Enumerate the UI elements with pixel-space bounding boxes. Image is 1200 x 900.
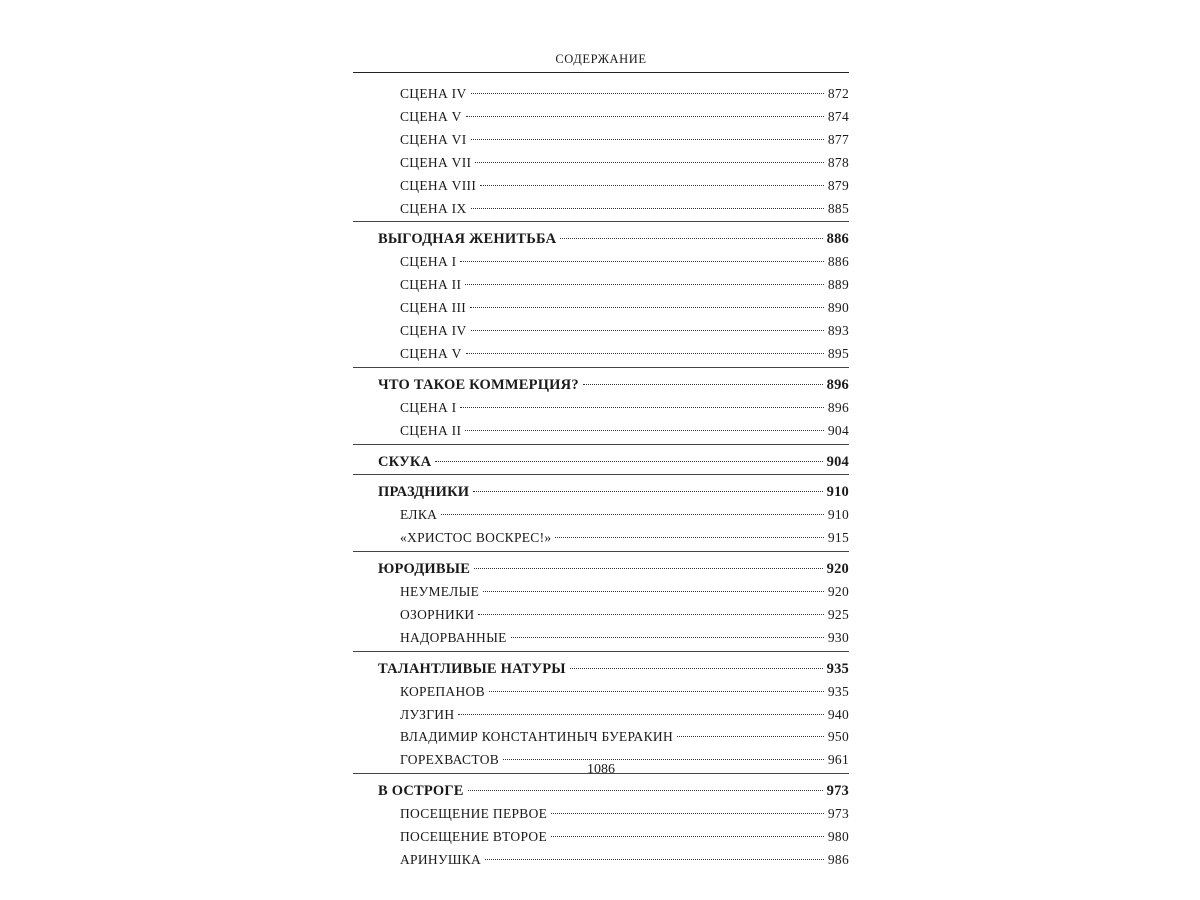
toc-subentry (400, 320, 849, 342)
toc-entry-title: СЦЕНА III (400, 300, 467, 316)
dot-leader (475, 162, 824, 163)
toc-entry-page: 896 (826, 376, 849, 393)
dot-leader (473, 491, 822, 492)
dot-leader (480, 185, 824, 186)
toc-subentry (400, 106, 849, 128)
dot-leader (677, 736, 824, 737)
toc-entry-title: ВЛАДИМИР КОНСТАНТИНЫЧ БУЕРАКИН (400, 729, 674, 745)
toc-entry-page: 886 (826, 231, 849, 248)
dot-leader (471, 208, 824, 209)
dot-leader (489, 691, 824, 692)
toc-entry-page: 973 (827, 806, 849, 822)
section-divider (353, 221, 849, 222)
dot-leader (474, 568, 823, 569)
toc-section-entry (378, 658, 849, 680)
toc-entry-page: 961 (827, 752, 849, 768)
dot-leader (551, 836, 824, 837)
dot-leader (483, 591, 824, 592)
dot-leader (471, 139, 824, 140)
toc-entry-title: ВЫГОДНАЯ ЖЕНИТЬБА (378, 231, 557, 248)
toc-subentry (400, 704, 849, 726)
dot-leader (470, 307, 824, 308)
toc-entry-title: ПРАЗДНИКИ (378, 484, 470, 501)
dot-leader (441, 514, 824, 515)
toc-subentry (400, 504, 849, 526)
toc-subentry (400, 397, 849, 419)
toc-section-entry (378, 780, 849, 802)
toc-entry-page: 877 (827, 131, 849, 147)
toc-entry-title: СЦЕНА VI (400, 131, 467, 147)
dot-leader (435, 461, 822, 462)
running-head: СОДЕРЖАНИЕ (555, 52, 647, 66)
toc-entry-title: ЧТО ТАКОЕ КОММЕРЦИЯ? (378, 376, 579, 393)
toc-entry-page: 893 (827, 323, 849, 338)
toc-entry-page: 890 (827, 300, 849, 316)
toc-section-entry (378, 481, 849, 503)
toc-entry-title: ПОСЕЩЕНИЕ ПЕРВОЕ (400, 806, 548, 822)
dot-leader (460, 407, 823, 408)
toc-entry-title: ЮРОДИВЫЕ (378, 561, 471, 578)
toc-subentry (400, 604, 849, 626)
section-divider (353, 551, 849, 552)
section-divider (353, 367, 849, 368)
toc-entry-page: 935 (826, 660, 849, 677)
toc-subentry (400, 527, 849, 549)
toc-subentry (400, 274, 849, 296)
dot-leader (465, 284, 824, 285)
toc-subentry (400, 175, 849, 197)
page-number: 1086 (587, 762, 615, 777)
toc-entry-page: 986 (827, 851, 849, 867)
header-rule (353, 72, 849, 73)
dot-leader (555, 537, 823, 538)
toc-subentry (400, 198, 849, 220)
toc-entry-page: 896 (827, 399, 849, 415)
toc-section-entry (378, 558, 849, 580)
toc-entry-page: 973 (826, 783, 849, 800)
dot-leader (570, 668, 823, 669)
toc-subentry (400, 343, 849, 365)
toc-entry-page: 930 (827, 629, 849, 645)
toc-entry-title: ОЗОРНИКИ (400, 606, 475, 622)
toc-entry-title: В ОСТРОГЕ (378, 783, 464, 800)
toc-entry-title: СЦЕНА V (400, 108, 462, 124)
toc-entry-page: 886 (827, 254, 849, 270)
toc-entry-page: 910 (826, 484, 849, 501)
toc-entry-page: 920 (827, 584, 849, 599)
toc-entry-title: СЦЕНА IV (400, 86, 467, 101)
toc-entry-title: ЛУЗГИН (400, 706, 455, 722)
book-page (353, 48, 849, 888)
toc-subentry (400, 129, 849, 151)
toc-entry-title: ЕЛКА (400, 507, 438, 523)
toc-entry-title: КОРЕПАНОВ (400, 683, 485, 699)
dot-leader (511, 637, 824, 638)
toc-subentry (400, 826, 849, 848)
toc-subentry (400, 83, 849, 105)
toc-section-entry (378, 228, 849, 250)
dot-leader (583, 384, 823, 385)
toc-entry-page: 910 (827, 507, 849, 523)
toc-entry-page: 980 (827, 829, 849, 844)
dot-leader (465, 430, 824, 431)
toc-entry-title: СЦЕНА IX (400, 200, 467, 216)
toc-section-entry (378, 451, 849, 473)
toc-entry-title: СЦЕНА V (400, 345, 462, 361)
toc-entry-page: 925 (827, 606, 849, 622)
toc-entry-title: СЦЕНА I (400, 254, 457, 270)
dot-leader (485, 859, 824, 860)
toc-subentry (400, 152, 849, 174)
toc-subentry (400, 849, 849, 871)
dot-leader (503, 759, 824, 760)
toc-entry-title: СЦЕНА VIII (400, 177, 477, 193)
dot-leader (468, 790, 823, 791)
toc-entry-title: СЦЕНА I (400, 399, 457, 415)
toc-subentry (400, 251, 849, 273)
toc-entry-page: 885 (827, 200, 849, 216)
toc-subentry (400, 726, 849, 748)
toc-entry-title: СЦЕНА VII (400, 154, 472, 170)
dot-leader (471, 93, 824, 94)
dot-leader (460, 261, 823, 262)
dot-leader (458, 714, 823, 715)
toc-entry-title: СЦЕНА II (400, 277, 462, 293)
toc-subentry (400, 627, 849, 649)
dot-leader (478, 614, 823, 615)
toc-entry-page: 950 (827, 729, 849, 745)
toc-entry-title: НАДОРВАННЫЕ (400, 629, 507, 645)
toc-entry-title: ПОСЕЩЕНИЕ ВТОРОЕ (400, 829, 548, 844)
dot-leader (560, 238, 822, 239)
toc-entry-title: ТАЛАНТЛИВЫЕ НАТУРЫ (378, 660, 566, 677)
toc-entry-page: 889 (827, 277, 849, 293)
toc-subentry (400, 581, 849, 603)
toc-entry-page: 874 (827, 108, 849, 124)
toc-entry-title: НЕУМЕЛЫЕ (400, 584, 480, 599)
dot-leader (551, 813, 824, 814)
toc-entry-title: ГОРЕХВАСТОВ (400, 752, 500, 768)
toc-subentry (400, 681, 849, 703)
dot-leader (466, 116, 824, 117)
toc-subentry (400, 420, 849, 442)
toc-subentry (400, 297, 849, 319)
toc-entry-page: 940 (827, 706, 849, 722)
section-divider (353, 474, 849, 475)
section-divider (353, 444, 849, 445)
section-divider (353, 651, 849, 652)
toc-entry-page: 904 (826, 453, 849, 470)
toc-entry-title: АРИНУШКА (400, 851, 482, 867)
toc-entry-title: СКУКА (378, 453, 432, 470)
toc-entry-title: СЦЕНА II (400, 422, 462, 438)
toc-entry-page: 878 (827, 154, 849, 170)
toc-entry-page: 904 (827, 422, 849, 438)
toc-section-entry (378, 374, 849, 396)
toc-entry-page: 895 (827, 345, 849, 361)
dot-leader (466, 353, 824, 354)
toc-entry-page: 935 (827, 683, 849, 699)
toc-entry-page: 915 (827, 530, 849, 546)
toc-entry-page: 872 (827, 86, 849, 101)
toc-entry-title: СЦЕНА IV (400, 323, 467, 338)
toc-entry-page: 920 (826, 561, 849, 578)
toc-entry-page: 879 (827, 177, 849, 193)
toc-entry-title: «ХРИСТОС ВОСКРЕС!» (400, 530, 552, 546)
toc-subentry (400, 803, 849, 825)
dot-leader (471, 330, 824, 331)
